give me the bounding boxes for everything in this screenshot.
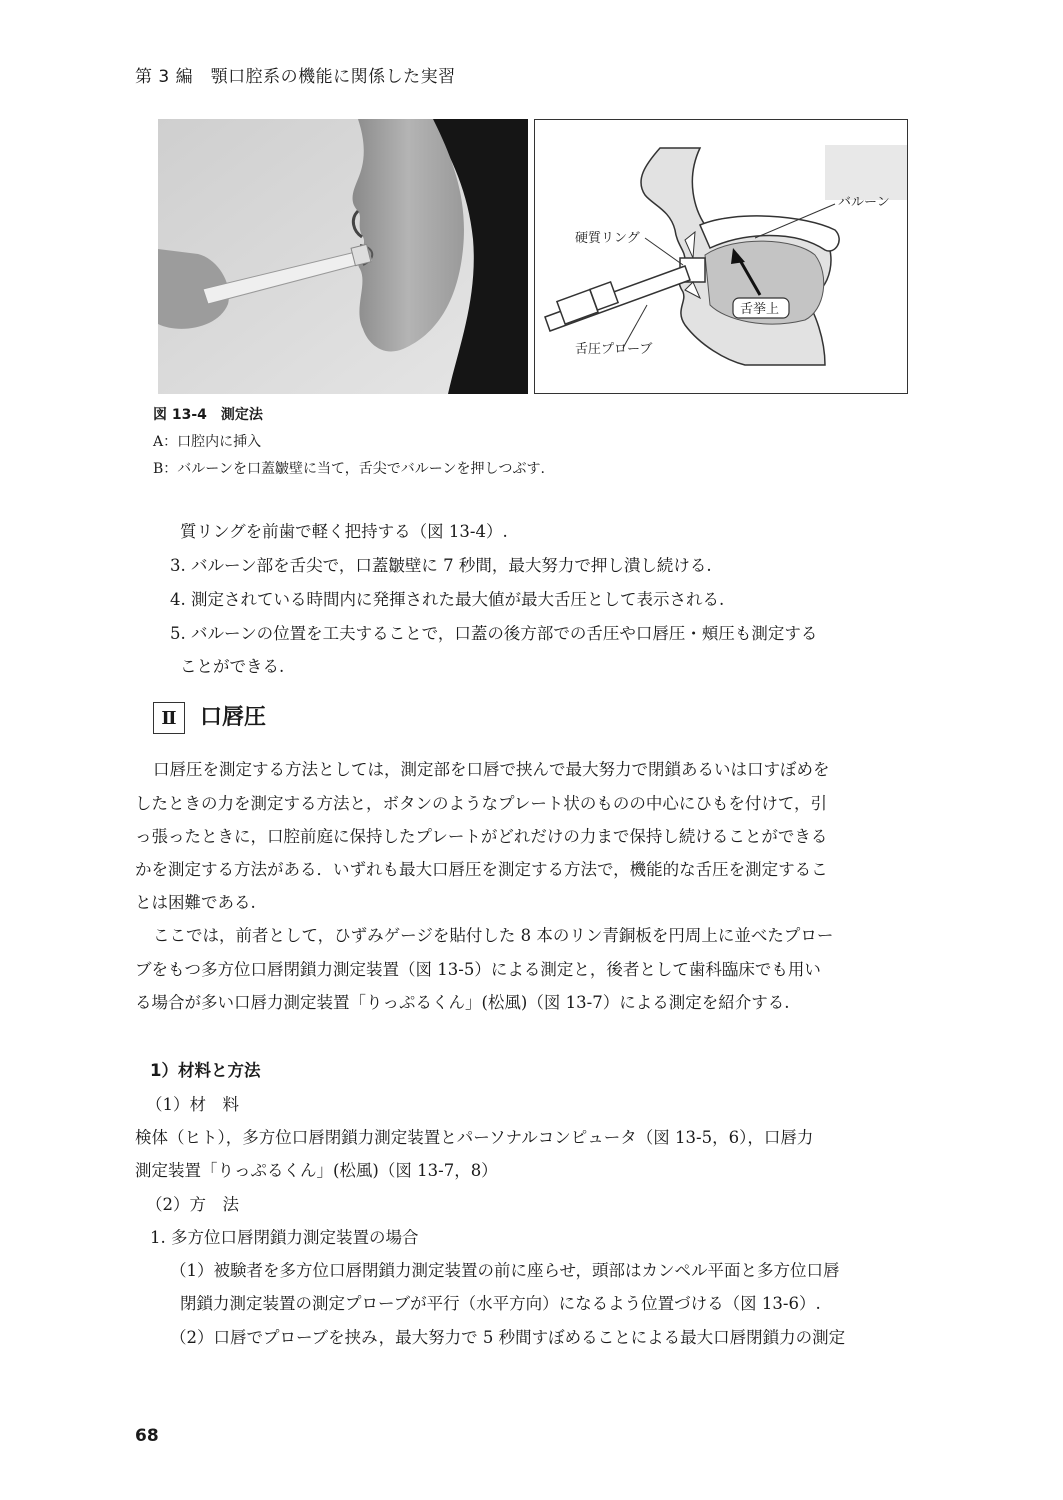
methods-subheading: （2）方 法: [146, 1195, 239, 1214]
step-5-cont: ことができる.: [180, 657, 285, 676]
caption-a: A：口腔内に挿入: [153, 434, 262, 450]
method-item-1: 1. 多方位口唇閉鎖力測定装置の場合: [150, 1228, 419, 1247]
para2-line: る場合が多い口唇力測定装置「りっぷるくん」(松風)（図 13-7）による測定を紹介する.: [135, 993, 790, 1012]
figure-diagram: [534, 119, 908, 394]
figure-photo: [158, 119, 528, 394]
materials-subheading: （1）材 料: [146, 1095, 239, 1114]
para1-line: っ張ったときに，口腔前庭に保持したプレートがどれだけの力まで保持し続けることができる: [135, 827, 828, 846]
label-balloon: バルーン: [838, 195, 890, 210]
photo-illustration: [158, 119, 528, 394]
label-hard-ring: 硬質リング: [575, 231, 640, 246]
running-head: 第 3 編 顎口腔系の機能に関係した実習: [135, 67, 456, 87]
section-title: 口唇圧: [200, 705, 267, 730]
caption-b: B：バルーンを口蓋皺壁に当て，舌尖でバルーンを押しつぶす.: [153, 461, 545, 477]
tongue-pressure-diagram: [535, 120, 907, 393]
method-item-1-1: （1）被験者を多方位口唇閉鎖力測定装置の前に座らせ，頭部はカンペル平面と多方位口唇: [170, 1261, 840, 1280]
para1-line: 口唇圧を測定する方法としては，測定部を口唇で挟んで最大努力で閉鎖あるいは口すぼめを: [153, 760, 830, 779]
section-number-box: [153, 702, 185, 734]
para2-line: ブをもつ多方位口唇閉鎖力測定装置（図 13-5）による測定と，後者として歯科臨床でも用い: [135, 960, 821, 979]
step-4: 4. 測定されている時間内に発揮された最大値が最大舌圧として表示される.: [170, 590, 725, 609]
para1-line: したときの力を測定する方法と，ボタンのようなプレート状のものの中心にひもを付けて，引: [135, 794, 828, 813]
materials-line: 測定装置「りっぷるくん」(松風)（図 13-7，8）: [135, 1161, 498, 1180]
section-number: Ⅱ: [161, 707, 177, 729]
page-number: 68: [135, 1426, 159, 1446]
method-item-1-1-cont: 閉鎖力測定装置の測定プローブが平行（水平方向）になるよう位置づける（図 13-6）.: [180, 1294, 821, 1313]
step-continuation: 質リングを前歯で軽く把持する（図 13-4）.: [180, 522, 508, 541]
method-item-1-2: （2）口唇でプローブを挟み，最大努力で 5 秒間すぼめることによる最大口唇閉鎖力の測定: [170, 1328, 846, 1347]
label-probe: 舌圧プローブ: [575, 342, 653, 357]
figure-title: 図 13-4 測定法: [153, 407, 263, 423]
materials-line: 検体（ヒト），多方位口唇閉鎖力測定装置とパーソナルコンピュータ（図 13-5，6），口唇力: [135, 1128, 814, 1147]
methods-heading: 1）材料と方法: [150, 1061, 261, 1080]
label-tongue-lift: 舌挙上: [740, 302, 780, 317]
para1-line: とは困難である.: [135, 893, 256, 912]
step-5: 5. バルーンの位置を工夫することで，口蓋の後方部での舌圧や口唇圧・頰圧も測定する: [170, 624, 818, 643]
para1-line: かを測定する方法がある．いずれも最大口唇圧を測定する方法で，機能的な舌圧を測定するこ: [135, 860, 828, 879]
para2-line: ここでは，前者として，ひずみゲージを貼付した 8 本のリン青銅板を円周上に並べたプロー: [153, 926, 834, 945]
step-3: 3. バルーン部を舌尖で，口蓋皺壁に 7 秒間，最大努力で押し潰し続ける.: [170, 556, 712, 575]
